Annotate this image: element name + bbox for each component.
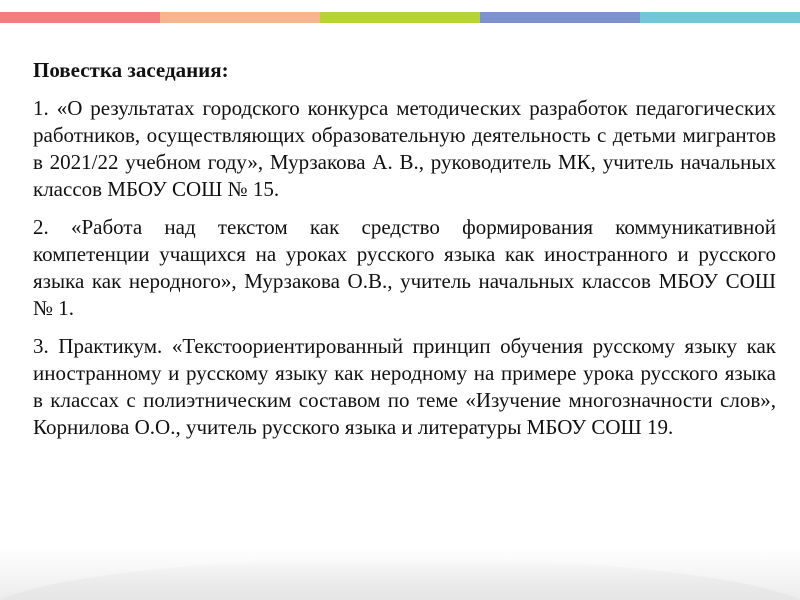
decorative-bottom-fade — [0, 548, 800, 600]
band-segment — [160, 12, 320, 23]
decorative-color-band — [0, 12, 800, 23]
slide-content — [33, 57, 776, 452]
agenda-item: 2. «Работа над текстом как средство формирования коммуникативной компетенции учащихся на уроках русского языка как иностранного и русского языка как неродного», Мурзакова О.В., учитель начальных классов МБОУ СОШ № 1. — [33, 215, 776, 320]
agenda-item: 1. «О результатах городского конкурса методических разработок педагогических работников, осуществляющих образовательную деятельность с детьми мигрантов в 2021/22 учебном году», Мурзакова А. В., руководитель МК, учитель начальных классов МБОУ СОШ № 15. — [33, 96, 776, 201]
band-segment — [640, 12, 800, 23]
band-segment — [480, 12, 640, 23]
band-segment — [0, 12, 160, 23]
band-segment — [320, 12, 480, 23]
agenda-item: 3. Практикум. «Текстоориентированный принцип обучения русскому языку как иностранному и русскому языку как неродному на примере урока русского языка в классах с полиэтническим составом по теме «Изучение многозначности слов», Корнилова О.О., учитель русского языка и литературы МБОУ СОШ 19. — [33, 334, 776, 439]
agenda-heading: Повестка заседания: — [33, 58, 229, 82]
